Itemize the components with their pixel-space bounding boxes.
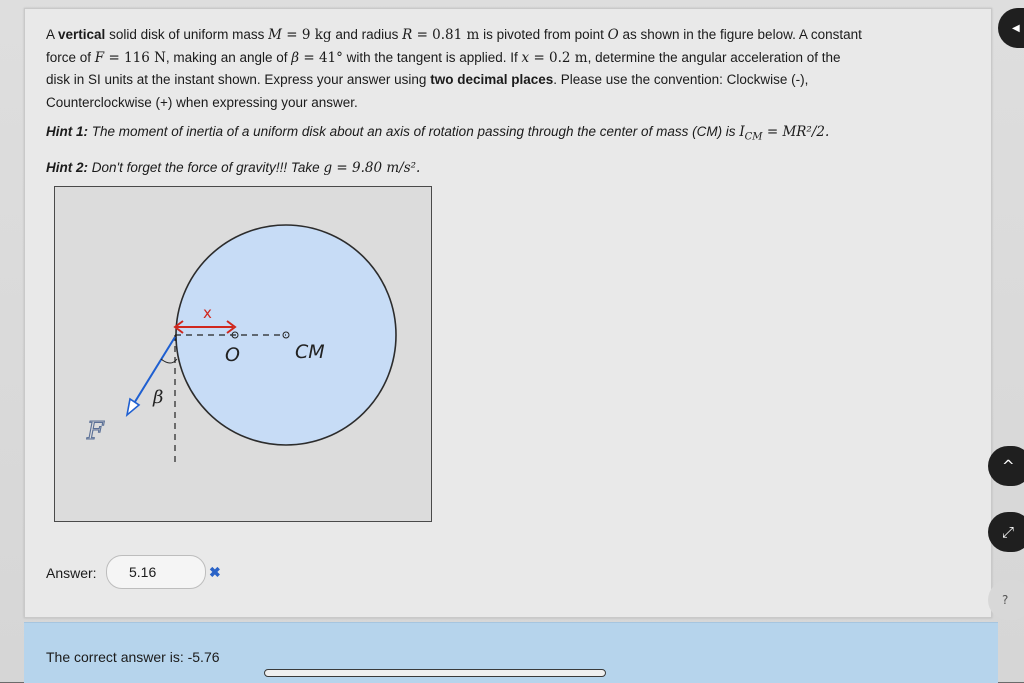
expand-button[interactable] — [988, 512, 1024, 552]
side-top-button[interactable] — [998, 8, 1024, 48]
hint-2: Hint 2: Don't forget the force of gravity!!! Take g = 9.80 m/s². — [46, 160, 421, 176]
chevron-up-icon: ^ — [1002, 457, 1015, 475]
help-button[interactable] — [988, 580, 1024, 620]
disk-diagram — [55, 187, 431, 521]
x-label: x — [203, 304, 212, 322]
scroll-up-button[interactable] — [988, 446, 1024, 486]
correct-answer-text: The correct answer is: -5.76 — [46, 649, 220, 665]
answer-input[interactable]: 5.16 — [106, 555, 206, 589]
problem-line-1: A vertical solid disk of uniform mass M = 9 kg and radius R = 0.81 m is pivoted from point O as shown in the figure below. A constant — [46, 27, 862, 43]
incorrect-icon: ✖ — [209, 564, 221, 580]
problem-line-2: force of F = 116 N, making an angle of β = 41° with the tangent is applied. If x = 0.2 m, determine the angular acceleration of the — [46, 49, 841, 66]
answer-label: Answer: — [46, 565, 97, 581]
force-arrowhead — [127, 399, 139, 415]
help-icon: ? — [1002, 593, 1009, 607]
f-label: F — [87, 417, 104, 445]
problem-text — [46, 24, 976, 114]
hint-1: Hint 1: The moment of inertia of a uniform disk about an axis of rotation passing through the center of mass (CM) is $I_{CM} = MR^2/2$. — [46, 124, 830, 143]
beta-label: β — [153, 387, 164, 408]
problem-figure — [54, 186, 432, 522]
problem-line-3: disk in SI units at the instant shown. Express your answer using two decimal places. Please use the convention: Clockwise (-), — [46, 72, 809, 87]
expand-icon: ⤢ — [1002, 523, 1015, 541]
back-icon: ◀ — [1012, 22, 1020, 34]
o-label: O — [225, 344, 240, 366]
problem-line-4: Counterclockwise (+) when expressing your answer. — [46, 94, 358, 110]
horizontal-scrollbar[interactable] — [264, 669, 606, 677]
cm-label: CM — [295, 341, 325, 363]
